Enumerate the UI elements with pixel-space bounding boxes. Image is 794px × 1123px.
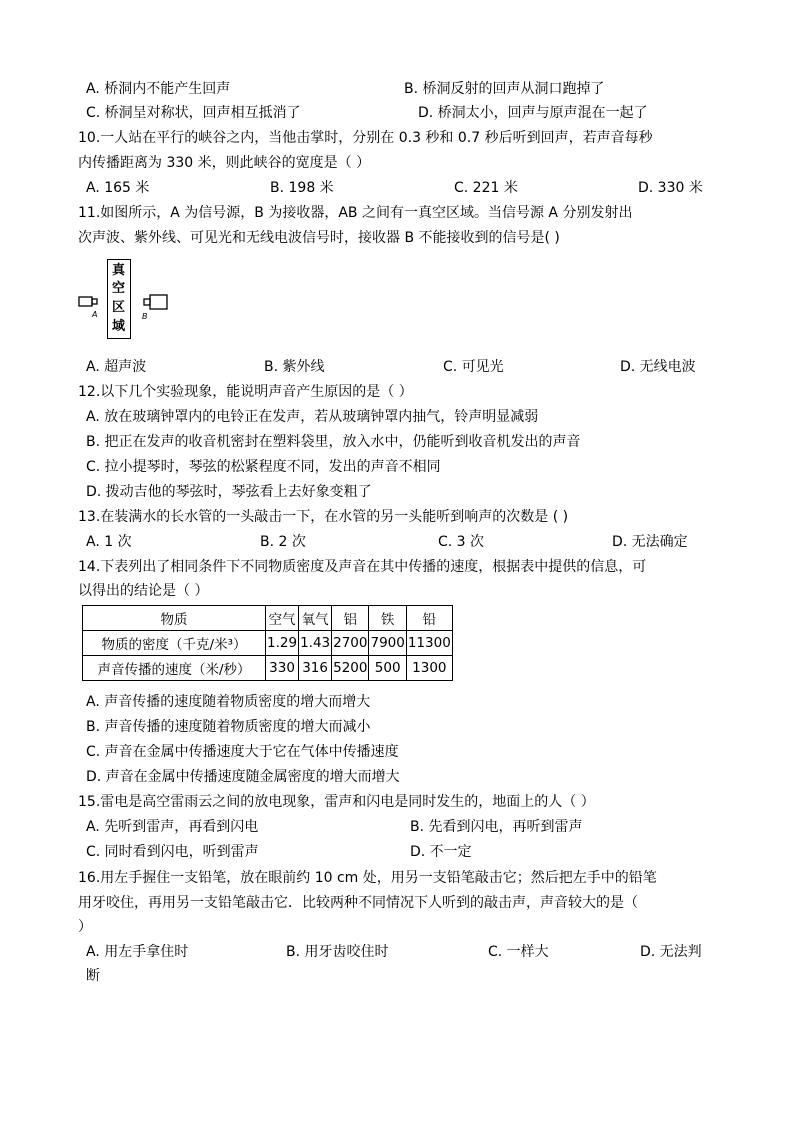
table-header-cell: 铅 <box>406 606 452 631</box>
vacuum-char-4: 域 <box>111 319 125 334</box>
density-speed-table <box>82 605 453 681</box>
q10-option-b: B. 198 米 <box>270 180 334 196</box>
q10-option-d: D. 330 米 <box>638 180 703 196</box>
table-header-row <box>83 606 453 631</box>
q16-stem-line-3: ） <box>78 919 92 935</box>
q12-option-b-row <box>80 430 720 454</box>
table-row <box>83 631 453 656</box>
q10-options <box>80 176 720 200</box>
q15-options-row-1 <box>80 815 720 839</box>
q16-option-d-wrap: 断 <box>86 968 100 984</box>
q15-option-d: D. 不一定 <box>410 844 472 860</box>
q13-stem: 13.在装满水的长水管的一头敲击一下，在水管的另一头能听到响声的次数是 ( ) <box>78 509 569 525</box>
q10-option-c: C. 221 米 <box>454 180 518 196</box>
table-header-cell: 物质 <box>83 606 266 631</box>
q14-option-c: C. 声音在金属中传播速度大于它在气体中传播速度 <box>86 744 399 760</box>
q12-stem: 12.以下几个实验现象，能说明声音产生原因的是（ ） <box>78 384 413 400</box>
q16-stem-line-2: 用牙咬住，再用另一支铅笔敲击它．比较两种不同情况下人听到的敲击声，声音较大的是（ <box>78 895 638 911</box>
table-cell: 1.29 <box>266 631 299 656</box>
q14-option-d-row <box>80 765 720 789</box>
q15-option-a: A. 先听到雷声，再看到闪电 <box>86 819 259 835</box>
q13-option-b: B. 2 次 <box>260 534 306 550</box>
q11-stem-line-2: 次声波、紫外线、可见光和无线电波信号时，接收器 B 不能接收到的信号是( ) <box>78 230 560 246</box>
q9-options-row-1 <box>80 77 720 101</box>
q13-option-c: C. 3 次 <box>438 534 485 550</box>
q12-option-d: D. 拨动吉他的琴弦时，琴弦看上去好象变粗了 <box>86 484 372 500</box>
table-cell: 500 <box>369 656 406 681</box>
table-cell: 1300 <box>406 656 452 681</box>
q14-option-b-row <box>80 715 720 739</box>
q14-option-d: D. 声音在金属中传播速度随金属密度的增大而增大 <box>86 769 400 785</box>
q12-option-d-row <box>80 480 720 504</box>
q12-option-c-row <box>80 455 720 479</box>
q16-option-d: D. 无法判 <box>640 944 702 960</box>
q15-stem: 15.雷电是高空雷雨云之间的放电现象，雷声和闪电是同时发生的，地面上的人（ ） <box>78 794 595 810</box>
table-cell: 2700 <box>332 631 369 656</box>
vacuum-char-1: 真 <box>111 263 125 278</box>
q11-option-b: B. 紫外线 <box>264 359 325 375</box>
table-header-cell: 铝 <box>332 606 369 631</box>
signal-source-a-icon <box>78 294 100 310</box>
q14-option-c-row <box>80 740 720 764</box>
q12-option-c: C. 拉小提琴时，琴弦的松紧程度不同，发出的声音不相同 <box>86 459 441 475</box>
q14-option-a: A. 声音传播的速度随着物质密度的增大而增大 <box>86 694 371 710</box>
table-cell: 7900 <box>369 631 406 656</box>
q11-option-a: A. 超声波 <box>86 359 147 375</box>
vacuum-char-3: 区 <box>111 300 125 315</box>
q15-options-row-2 <box>80 840 720 864</box>
q15-option-c: C. 同时看到闪电，听到雷声 <box>86 844 259 860</box>
q16-options <box>80 940 720 964</box>
table-cell: 11300 <box>406 631 452 656</box>
table-cell: 5200 <box>332 656 369 681</box>
table-header-cell: 空气 <box>266 606 299 631</box>
q13-options <box>80 530 720 554</box>
table-row <box>83 656 453 681</box>
q11-stem-line-1: 11.如图所示，A 为信号源，B 为接收器，AB 之间有一真空区域。当信号源 A 分别发射出 <box>78 205 633 221</box>
q15-option-b: B. 先看到闪电，再听到雷声 <box>410 819 583 835</box>
table-cell: 1.43 <box>299 631 332 656</box>
q10-stem-line-1: 10.一人站在平行的峡谷之内，当他击掌时，分别在 0.3 秒和 0.7 秒后听到回声，若声音每秒 <box>78 130 653 146</box>
table-cell: 声音传播的速度（米/秒） <box>83 656 266 681</box>
q16-stem-line-1: 16.用左手握住一支铅笔，放在眼前约 10 cm 处，用另一支铅笔敲击它；然后把左手中的铅笔 <box>78 870 657 886</box>
q10-stem-line-2: 内传播距离为 330 米，则此峡谷的宽度是（ ） <box>78 155 371 171</box>
receiver-b-icon <box>142 294 170 312</box>
q14-option-b: B. 声音传播的速度随着物质密度的增大而减小 <box>86 719 371 735</box>
q9-option-b: B. 桥洞反射的回声从洞口跑掉了 <box>404 81 605 97</box>
q13-option-d: D. 无法确定 <box>612 534 688 550</box>
vacuum-region-figure <box>78 258 178 342</box>
label-a: A <box>92 310 98 319</box>
q11-options <box>80 355 720 379</box>
q11-option-d: D. 无线电波 <box>620 359 696 375</box>
q16-option-d-wrap-row <box>80 964 720 988</box>
q9-option-a: A. 桥洞内不能产生回声 <box>86 81 231 97</box>
table-cell: 物质的密度（千克/米³） <box>83 631 266 656</box>
vacuum-char-2: 空 <box>111 281 125 296</box>
q14-option-a-row <box>80 690 720 714</box>
q10-option-a: A. 165 米 <box>86 180 150 196</box>
q12-option-a-row <box>80 405 720 429</box>
q9-option-d: D. 桥洞太小，回声与原声混在一起了 <box>418 105 648 121</box>
q14-stem-line-2: 以得出的结论是（ ） <box>78 583 209 599</box>
table-cell: 330 <box>266 656 299 681</box>
q16-option-c: C. 一样大 <box>488 944 549 960</box>
q11-option-c: C. 可见光 <box>443 359 504 375</box>
q9-option-c: C. 桥洞呈对称状，回声相互抵消了 <box>86 105 301 121</box>
q13-option-a: A. 1 次 <box>86 534 132 550</box>
q12-option-b: B. 把正在发声的收音机密封在塑料袋里，放入水中，仍能听到收音机发出的声音 <box>86 434 581 450</box>
q14-stem-line-1: 14.下表列出了相同条件下不同物质密度及声音在其中传播的速度，根据表中提供的信息，可 <box>78 559 647 575</box>
q12-option-a: A. 放在玻璃钟罩内的电铃正在发声，若从玻璃钟罩内抽气，铃声明显减弱 <box>86 409 539 425</box>
q16-option-a: A. 用左手拿住时 <box>86 944 189 960</box>
table-header-cell: 氧气 <box>299 606 332 631</box>
label-b: B <box>142 312 148 321</box>
table-cell: 316 <box>299 656 332 681</box>
q9-options-row-2 <box>80 101 720 125</box>
vacuum-box <box>107 259 131 339</box>
table-header-cell: 铁 <box>369 606 406 631</box>
q16-option-b: B. 用牙齿咬住时 <box>286 944 389 960</box>
